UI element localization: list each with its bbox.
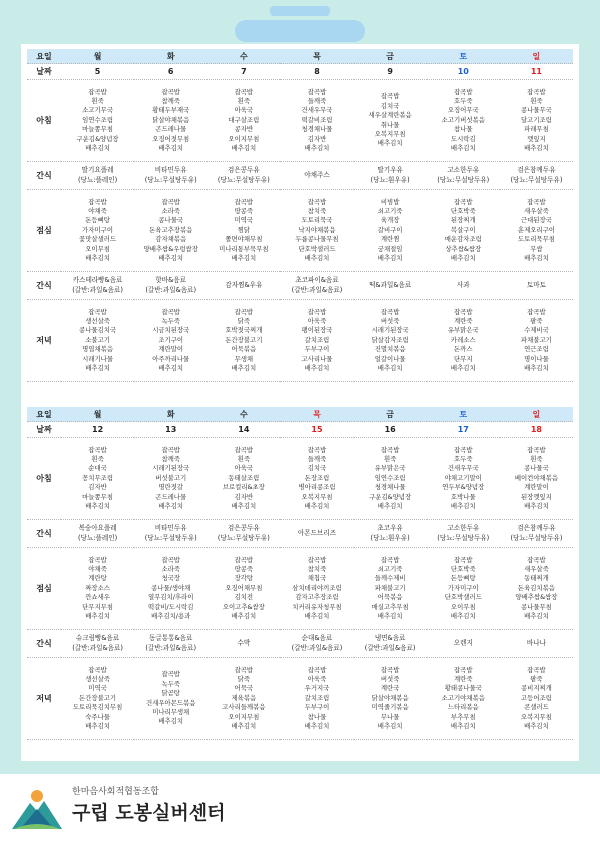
weekday-sun: 일 (500, 407, 573, 422)
week-table-2 (27, 407, 573, 740)
date-fri: 9 (354, 64, 427, 80)
menu-cell-sun: 잡곡밥 새우살죽 동태찌개 돈육김치볶음 양배추쌈&쌈장 콩나물무침 배추김치 (500, 548, 573, 630)
menu-cell-wed: 잡곡밥 흰죽 아욱국 대구살조림 콩자반 오이지무침 배추김치 (207, 80, 280, 162)
meal-label: 아침 (27, 80, 61, 162)
date-wed: 7 (207, 64, 280, 80)
menu-cell-wed: 감자찜&우유 (207, 272, 280, 300)
menu-cell-mon: 카스테라빵&음료 (갈반:과일&음료) (61, 272, 134, 300)
menu-cell-wed: 수박 (207, 630, 280, 658)
weekday-sat: 토 (427, 407, 500, 422)
menu-cell-fri: 잡곡밥 버섯죽 계란국 닭살야채볶음 미역줄기볶음 무나물 배추김치 (354, 658, 427, 740)
date-wed: 14 (207, 422, 280, 438)
menu-cell-thu: 잡곡밥 들깨죽 건새우무국 떡갈비조림 청경채나물 김자반 배추김치 (280, 80, 353, 162)
meal-label: 간식 (27, 630, 61, 658)
weekday-wed: 수 (207, 49, 280, 64)
menu-cell-thu: 야채주스 (280, 162, 353, 190)
menu-cell-tue: 핫바&음료 (갈반:과일&음료) (134, 272, 207, 300)
menu-cell-thu: 잡곡밥 참치죽 채칩국 삼치데리야끼조림 감자고추장조림 치커리유자청무침 배추김치 (280, 548, 353, 630)
date-sat: 10 (427, 64, 500, 80)
weekday-header-label: 요일 (27, 407, 61, 422)
menu-cell-wed: 잡곡밥 흰죽 아욱국 동태살조림 브로컬리&초장 김자반 배추김치 (207, 438, 280, 520)
menu-cell-tue: 잡곡밥 녹두죽 시금치된장국 조기구이 계란말이 아주까리나물 배추김치 (134, 300, 207, 382)
weekday-thu: 목 (280, 49, 353, 64)
menu-cell-mon: 슈크림빵&음료 (갈반:과일&음료) (61, 630, 134, 658)
weekday-mon: 월 (61, 49, 134, 64)
weekday-fri: 금 (354, 49, 427, 64)
menu-cell-thu: 초코파이&음료 (갈반:과일&음료) (280, 272, 353, 300)
menu-cell-wed: 잡곡밥 땅콩죽 장각탕 오징어채무침 김치전 오이고추&쌈장 배추김치 (207, 548, 280, 630)
weekday-sun: 일 (500, 49, 573, 64)
date-tue: 6 (134, 64, 207, 80)
menu-cell-tue: 잡곡밥 참깨죽 황태두부재국 닭살야채볶음 곤드레나물 오징어젓무침 배추김치 (134, 80, 207, 162)
mountain-logo-icon (10, 785, 64, 831)
menu-cell-fri: 떡&과일&음료 (354, 272, 427, 300)
date-sat: 17 (427, 422, 500, 438)
menu-cell-mon: 잡곡밥 흰죽 소고기무국 임연수조림 마늘쫑무침 구운김&양념장 배추김치 (61, 80, 134, 162)
menu-cell-wed: 잡곡밥 닭죽 호박젓국찌개 돈간장불고기 어묵볶음 무생채 배추김치 (207, 300, 280, 382)
weekday-wed: 수 (207, 407, 280, 422)
menu-cell-wed: 검은콩두유 (당뇨:무설탕두유) (207, 162, 280, 190)
date-header-label: 날짜 (27, 422, 61, 438)
title-tab (270, 6, 330, 16)
menu-cell-mon: 잡곡밥 흰죽 순대국 꽁치무조림 김자반 마늘쫑무침 배추김치 (61, 438, 134, 520)
weekday-fri: 금 (354, 407, 427, 422)
weekday-mon: 월 (61, 407, 134, 422)
menu-cell-sat: 잡곡밥 계란죽 유부맑은국 카레소스 돈까스 단무지 배추김치 (427, 300, 500, 382)
meal-label: 간식 (27, 272, 61, 300)
menu-cell-sat: 고소한두유 (당뇨:무설탕두유) (427, 162, 500, 190)
menu-cell-sun: 잡곡밥 흰죽 콩나물국 베이컨야채볶음 계란말이 된장깻잎지 배추김치 (500, 438, 573, 520)
weekday-thu: 목 (280, 407, 353, 422)
menu-cell-tue: 잡곡밥 참깨죽 시래기된장국 버섯불고기 명란젓갈 곤드레나물 배추김치 (134, 438, 207, 520)
center-name: 구립 도봉실버센터 (72, 802, 226, 824)
menu-cell-tue: 비타민두유 (당뇨:무설탕두유) (134, 162, 207, 190)
menu-cell-sun: 잡곡밥 팥죽 콩비지찌개 고등어조림 콘샐러드 오복지무침 배추김치 (500, 658, 573, 740)
menu-cell-sat: 잡곡밥 호두죽 건새우무국 야채고기말이 연두부&양념장 호박나물 배추김치 (427, 438, 500, 520)
menu-cell-sat: 잡곡밥 단호박죽 된장찌개 복살구이 매운감자조림 상추쌈&쌈장 배추김치 (427, 190, 500, 272)
weekday-sat: 토 (427, 49, 500, 64)
menu-cell-mon: 복숭아요플레 (당뇨:플레인) (61, 520, 134, 548)
meal-label: 아침 (27, 438, 61, 520)
menu-cell-fri: 잡곡밥 김치국 새우살계란볶음 취나물 오복지무침 배추김치 (354, 80, 427, 162)
menu-cell-sun: 잡곡밥 새우살죽 근대된장국 훈제오리구이 도토리묵무침 무쌈 배추김치 (500, 190, 573, 272)
menu-cell-fri: 초코우유 (당뇨:흰우유) (354, 520, 427, 548)
org-name: 한마음사회적협동조합 (72, 787, 159, 797)
title-pill (235, 20, 365, 42)
weekday-header-label: 요일 (27, 49, 61, 64)
menu-cell-sun: 검은참깨두유 (당뇨:무설탕두유) (500, 520, 573, 548)
meal-label: 간식 (27, 162, 61, 190)
menu-cell-mon: 잡곡밥 야채죽 계란탕 짜장소스 깐쇼새우 단무지무침 배추김치 (61, 548, 134, 630)
menu-cell-thu: 잡곡밥 아욱죽 팽이된장국 갈치조림 두부구이 고사리나물 배추김치 (280, 300, 353, 382)
menu-cell-sun: 바나나 (500, 630, 573, 658)
date-sun: 11 (500, 64, 573, 80)
menu-cell-sat: 사과 (427, 272, 500, 300)
menu-cell-sat: 고소한두유 (당뇨:무설탕두유) (427, 520, 500, 548)
date-tue: 13 (134, 422, 207, 438)
weekday-tue: 화 (134, 49, 207, 64)
menu-cell-fri: 냉면&음료 (갈반:과일&음료) (354, 630, 427, 658)
meal-label: 저녁 (27, 300, 61, 382)
menu-cell-tue: 비타민두유 (당뇨:무설탕두유) (134, 520, 207, 548)
date-mon: 12 (61, 422, 134, 438)
menu-cell-fri: 딸기우유 (당뇨:흰우유) (354, 162, 427, 190)
menu-cell-sat: 오렌지 (427, 630, 500, 658)
menu-cell-tue: 잡곡밥 소라죽 청국장 콩나물/생야채 열무김치/후라이 떡갈비/도시락김 배추김치/용과 (134, 548, 207, 630)
meal-label: 점심 (27, 190, 61, 272)
menu-cell-sun: 검은참깨두유 (당뇨:무설탕두유) (500, 162, 573, 190)
date-thu: 8 (280, 64, 353, 80)
menu-cell-fri: 잡곡밥 쇠고기죽 들깨수제비 파채불고기 어묵볶음 매실고추무침 배추김치 (354, 548, 427, 630)
meal-label: 점심 (27, 548, 61, 630)
menu-sheet (21, 44, 579, 761)
weekday-tue: 화 (134, 407, 207, 422)
menu-cell-mon: 잡곡밥 생선살죽 콩나물김치국 소불고기 명엽채볶음 시래기나물 배추김치 (61, 300, 134, 382)
date-sun: 18 (500, 422, 573, 438)
menu-cell-wed: 잡곡밥 닭죽 어묵국 제육볶음 고사리들깨볶음 오이지무침 배추김치 (207, 658, 280, 740)
menu-cell-thu: 순대&음료 (갈반:과일&음료) (280, 630, 353, 658)
menu-cell-wed: 검은콩두유 (당뇨:무설탕두유) (207, 520, 280, 548)
menu-cell-mon: 딸기요플레 (당뇨:플레인) (61, 162, 134, 190)
meal-label: 저녁 (27, 658, 61, 740)
footer (0, 774, 600, 849)
menu-cell-tue: 잡곡밥 녹두죽 닭곰탕 건새우아몬드볶음 미나리무생채 배추김치 (134, 658, 207, 740)
menu-cell-wed: 잡곡밥 땅콩죽 미역국 찜닭 쫄면야채무침 미나리통부묵무침 배추김치 (207, 190, 280, 272)
menu-cell-thu: 잡곡밥 들깨죽 김치국 돈장조림 병아리콩조림 오복지무침 배추김치 (280, 438, 353, 520)
menu-cell-tue: 잡곡밥 소라죽 콩나물국 돈육고추장볶음 감자채볶음 양배추쌈&우렁쌈장 배추김치 (134, 190, 207, 272)
menu-cell-sun: 잡곡밥 흰죽 콩나물무국 달고기조림 파래무침 깻잎지 배추김치 (500, 80, 573, 162)
menu-cell-fri: 잡곡밥 흰죽 유부맑은국 임연수조림 청경채나물 구운김&양념장 배추김치 (354, 438, 427, 520)
date-mon: 5 (61, 64, 134, 80)
menu-cell-fri: 잡곡밥 버섯죽 시래기된장국 닭살감자조림 진멸치볶음 얼갈이나물 배추김치 (354, 300, 427, 382)
menu-cell-sat: 잡곡밥 호두죽 오징어무국 소고기버섯볶음 참나물 도시락김 배추김치 (427, 80, 500, 162)
menu-cell-fri: 비빔밥 쇠고기죽 육개장 갈비구이 계란찜 궁채절임 배추김치 (354, 190, 427, 272)
date-fri: 16 (354, 422, 427, 438)
menu-cell-thu: 잡곡밥 아욱죽 우거지국 갈치조림 두부구이 참나물 배추김치 (280, 658, 353, 740)
menu-cell-sat: 잡곡밥 계란죽 황태콩나물국 소고기야채볶음 느타리볶음 부추무침 배추김치 (427, 658, 500, 740)
date-header-label: 날짜 (27, 64, 61, 80)
menu-cell-sat: 잡곡밥 단호박죽 돈등뼈탕 가자미구이 단호박샐러드 오이무침 배추김치 (427, 548, 500, 630)
week-table-1 (27, 49, 573, 382)
menu-cell-mon: 잡곡밥 생선살죽 미역국 돈간장불고기 도토리묵김치무침 숙주나물 배추김치 (61, 658, 134, 740)
menu-cell-mon: 잡곡밥 야채죽 돈등뼈탕 가자미구이 꽃맛살샐러드 오이무침 배추김치 (61, 190, 134, 272)
menu-cell-thu: 아몬드브리즈 (280, 520, 353, 548)
menu-cell-thu: 잡곡밥 참치죽 도토리묵국 낙지야채볶음 두릅콩나물무침 단호박샐러드 배추김치 (280, 190, 353, 272)
menu-cell-tue: 동글통통&음료 (갈반:과일&음료) (134, 630, 207, 658)
menu-cell-sun: 잡곡밥 팥죽 수제비국 파채불고기 연근조림 명이나물 배추김치 (500, 300, 573, 382)
meal-label: 간식 (27, 520, 61, 548)
menu-cell-sun: 토마토 (500, 272, 573, 300)
date-thu: 15 (280, 422, 353, 438)
